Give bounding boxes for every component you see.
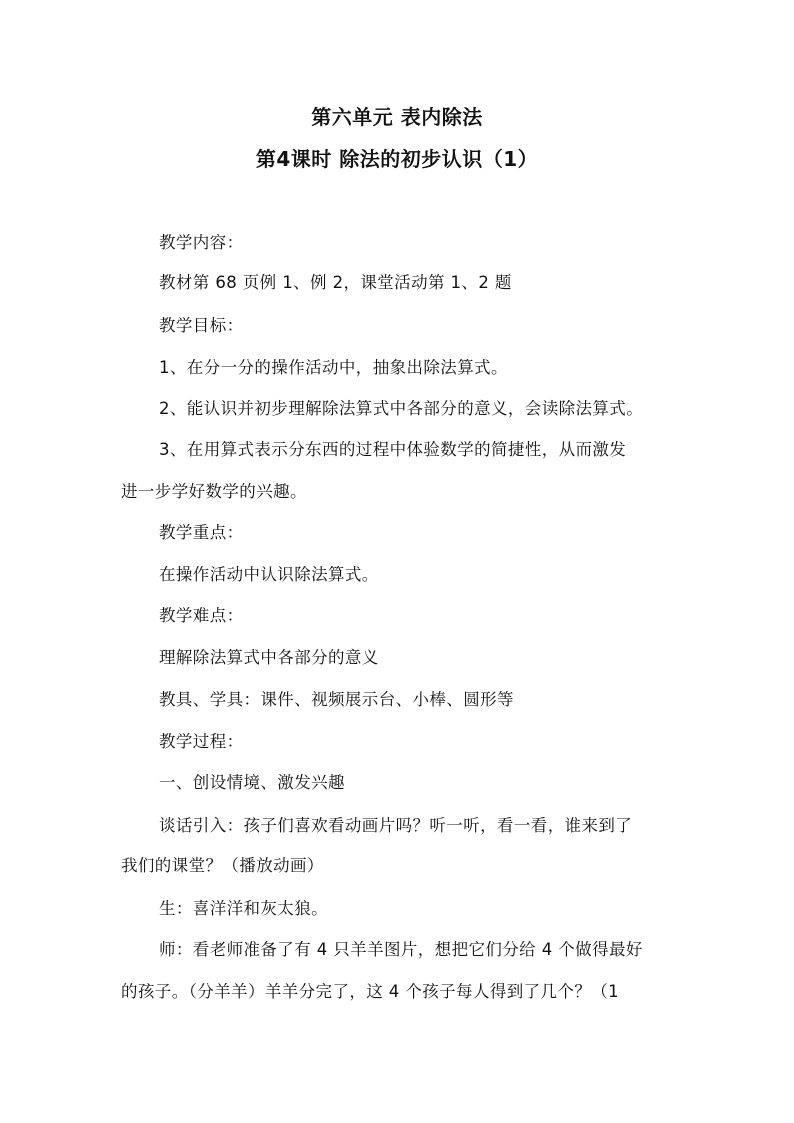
step-heading-1: 一、创设情境、激发兴趣 — [159, 773, 345, 792]
goal-item-1: 1、在分一分的操作活动中，抽象出除法算式。 — [159, 358, 508, 377]
section-label-difficulties: 教学难点： — [159, 606, 244, 625]
paragraph-materials: 教具、学具：课件、视频展示台、小棒、圆形等 — [159, 690, 514, 709]
paragraph-difficulties: 理解除法算式中各部分的意义 — [159, 648, 379, 667]
section-label-process: 教学过程： — [159, 732, 244, 751]
paragraph-textbook-ref: 教材第 68 页例 1、例 2，课堂活动第 1、2 题 — [159, 273, 512, 292]
paragraph-key-points: 在操作活动中认识除法算式。 — [159, 565, 379, 584]
section-label-goals: 教学目标： — [159, 316, 244, 335]
section-label-content: 教学内容： — [159, 233, 244, 252]
paragraph-intro: 谈话引入：孩子们喜欢看动画片吗？听一听，看一看，谁来到了 — [159, 816, 633, 835]
paragraph-student-answer: 生：喜洋洋和灰太狼。 — [159, 899, 328, 918]
paragraph-teacher-continued: 的孩子。（分羊羊）羊羊分完了，这 4 个孩子每人得到了几个？（1 — [121, 982, 620, 1001]
goal-item-3: 3、在用算式表示分东西的过程中体验数学的简捷性，从而激发 — [159, 440, 627, 459]
unit-title: 第六单元 表内除法 — [311, 105, 483, 129]
paragraph-intro-continued: 我们的课堂？（播放动画） — [121, 856, 324, 875]
paragraph-teacher: 师：看老师准备了有 4 只羊羊图片，想把它们分给 4 个做得最好 — [159, 940, 643, 959]
goal-item-2: 2、能认识并初步理解除法算式中各部分的意义，会读除法算式。 — [159, 399, 644, 418]
goal-item-3-continued: 进一步学好数学的兴趣。 — [121, 482, 307, 501]
lesson-title: 第4课时 除法的初步认识（1） — [255, 147, 539, 171]
section-label-key-points: 教学重点： — [159, 523, 244, 542]
